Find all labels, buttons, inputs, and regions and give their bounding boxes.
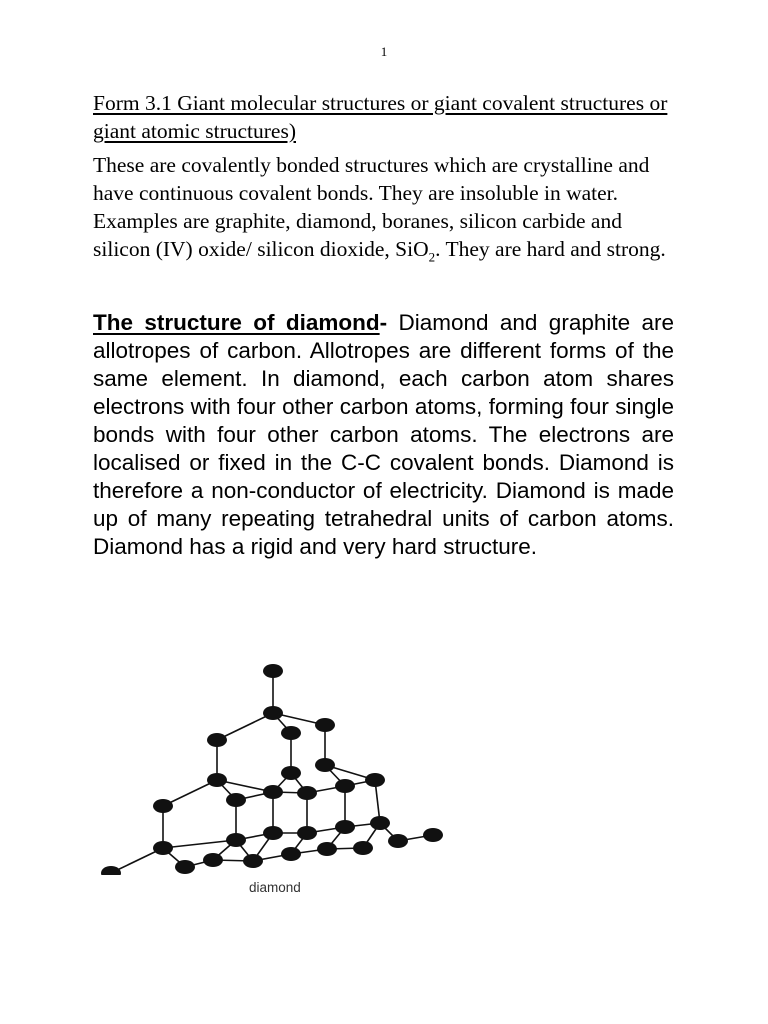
carbon-atom <box>370 816 390 830</box>
carbon-atom <box>207 733 227 747</box>
section-heading-text: Form 3.1 Giant molecular structures or giant covalent structures or giant atomic structures) <box>93 91 668 143</box>
carbon-atom <box>153 799 173 813</box>
carbon-atom <box>263 706 283 720</box>
carbon-atom <box>423 828 443 842</box>
intro-paragraph <box>93 151 683 263</box>
diamond-lattice-diagram <box>95 655 455 875</box>
carbon-atom <box>315 758 335 772</box>
carbon-atom <box>281 726 301 740</box>
carbon-atom <box>153 841 173 855</box>
carbon-atom <box>335 779 355 793</box>
carbon-atom <box>297 786 317 800</box>
diamond-paragraph <box>93 309 674 561</box>
carbon-atom <box>297 826 317 840</box>
carbon-atom <box>203 853 223 867</box>
page-number: 1 <box>380 44 388 59</box>
carbon-atom <box>207 773 227 787</box>
intro-subscript: 2 <box>428 249 436 265</box>
carbon-atom <box>315 718 335 732</box>
intro-text-end: . They are hard and strong. <box>435 237 666 261</box>
carbon-atom <box>388 834 408 848</box>
diamond-body: Diamond and graphite are allotropes of carbon. Allotropes are different forms of the same element. In diamond, each carbon atom shares electrons with four other carbon atoms, forming four single bonds with four other carbon atoms. The electrons are localised or fixed in the C-C covalent bonds. Diamond is therefore a non-conductor of electricity. Diamond is made up of many repeating tetrahedral units of carbon atoms. Diamond has a rigid and very hard structure. <box>93 310 675 559</box>
covalent-bond <box>217 713 273 740</box>
carbon-atom <box>101 866 121 875</box>
carbon-atom <box>263 785 283 799</box>
covalent-bond <box>163 840 236 848</box>
figure-caption: diamond <box>249 880 301 895</box>
carbon-atom <box>243 854 263 868</box>
carbon-atom <box>317 842 337 856</box>
diamond-heading-dash: - <box>379 310 388 335</box>
carbon-atom <box>281 847 301 861</box>
carbon-atom <box>263 826 283 840</box>
carbon-atom <box>281 766 301 780</box>
diamond-structure-figure <box>95 655 455 905</box>
carbon-atom <box>365 773 385 787</box>
carbon-atom <box>353 841 373 855</box>
carbon-atom <box>175 860 195 874</box>
intro-text: These are covalently bonded structures which are crystalline and have continuous covalent bonds. They are insoluble in water. Examples are graphite, diamond, boranes, silicon carbide and silicon (IV) oxide/ silicon dioxide, SiO <box>93 153 650 261</box>
carbon-atom <box>335 820 355 834</box>
diamond-heading: The structure of diamond <box>93 310 380 335</box>
carbon-atom <box>226 793 246 807</box>
carbon-atom <box>263 664 283 678</box>
section-heading <box>93 89 693 145</box>
carbon-atom <box>226 833 246 847</box>
